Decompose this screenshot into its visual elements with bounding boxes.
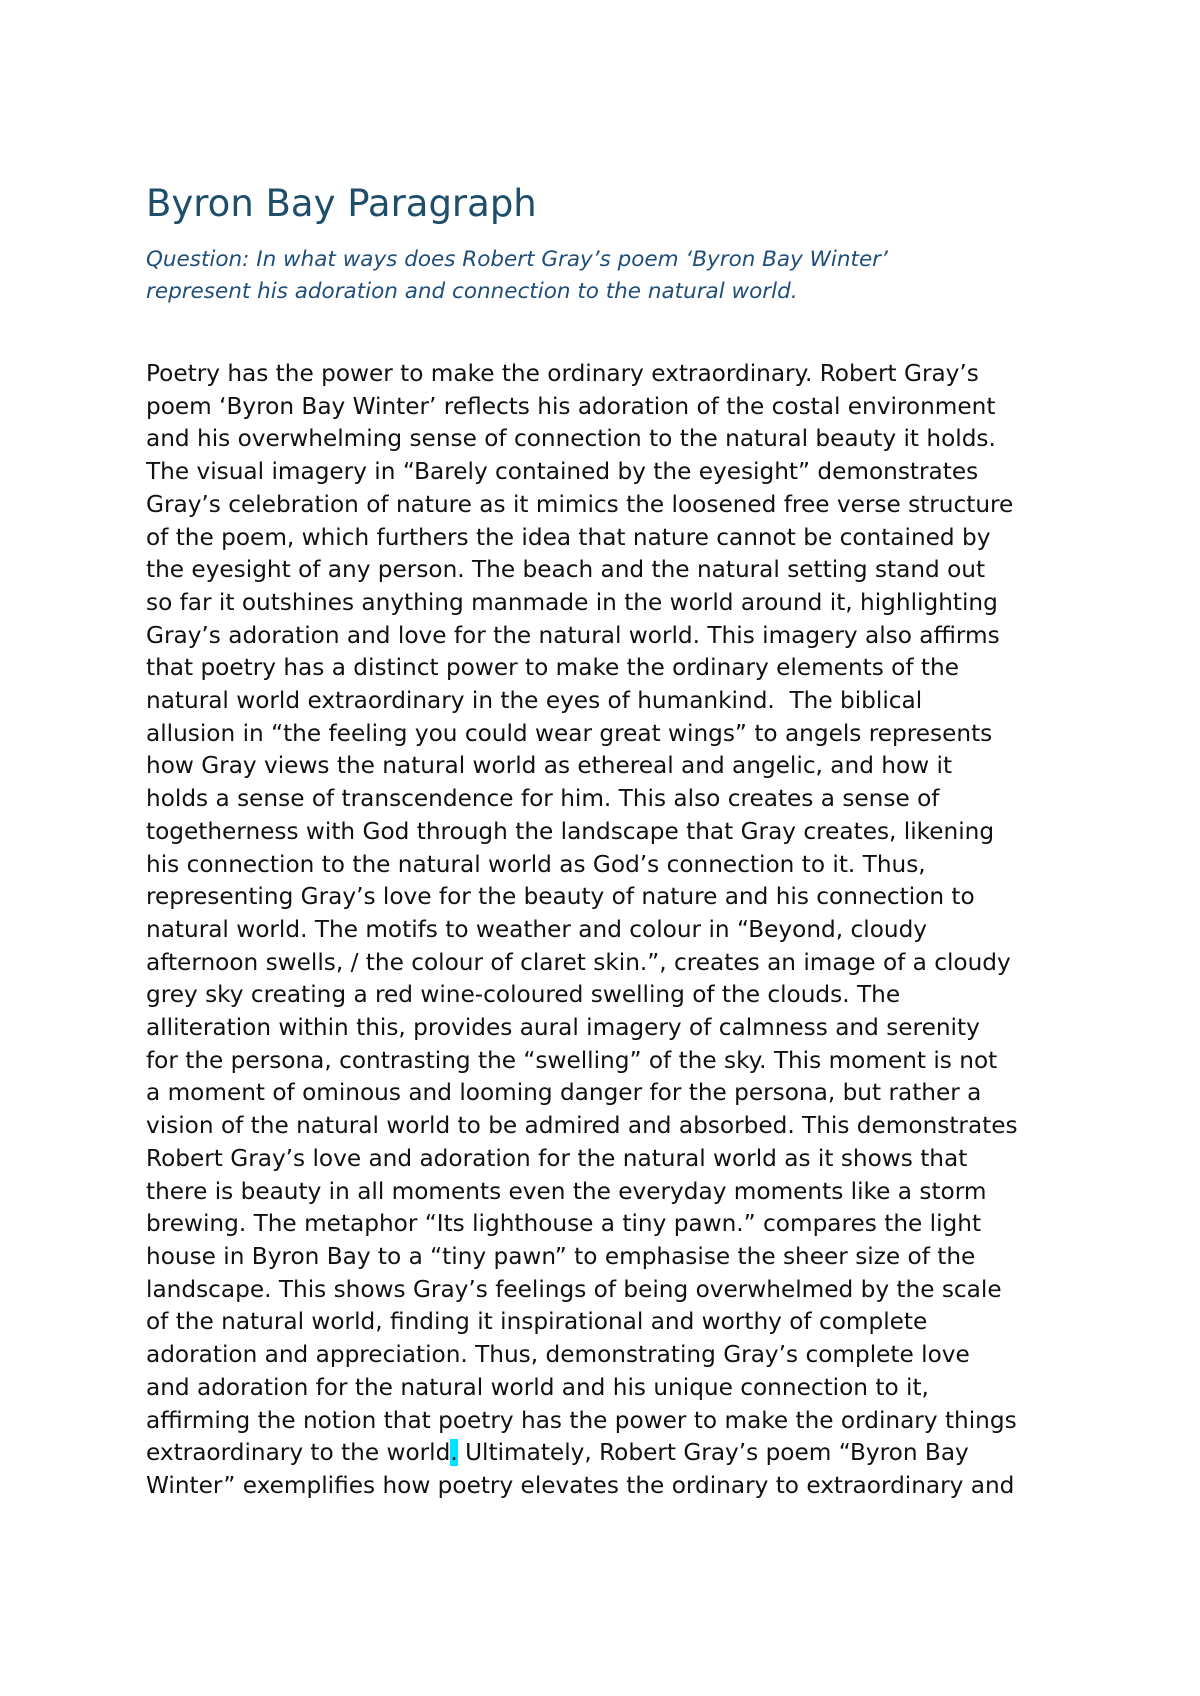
- paragraph-line: the eyesight of any person. The beach and the natural setting stand out: [146, 556, 986, 584]
- paragraph-line: natural world. The motifs to weather and colour in “Beyond, cloudy: [146, 915, 928, 943]
- paragraph-line: of the poem, which furthers the idea that nature cannot be contained by: [146, 523, 991, 551]
- question-line: Question: In what ways does Robert Gray’s poem ‘Byron Bay Winter’: [146, 247, 888, 272]
- question-text: [146, 244, 1076, 308]
- paragraph-line: holds a sense of transcendence for him. This also creates a sense of: [146, 785, 940, 813]
- question-line: represent his adoration and connection to the natural world.: [146, 279, 798, 304]
- paragraph-line: poem ‘Byron Bay Winter’ reflects his adoration of the costal environment: [146, 392, 996, 420]
- paragraph-line: that poetry has a distinct power to make the ordinary elements of the: [146, 654, 959, 682]
- document-content: [146, 178, 1076, 1503]
- paragraph-line: there is beauty in all moments even the everyday moments like a storm: [146, 1177, 987, 1205]
- paragraph-line: Poetry has the power to make the ordinary extraordinary. Robert Gray’s: [146, 360, 979, 387]
- paragraph-line: The visual imagery in “Barely contained by the eyesight” demonstrates: [146, 458, 979, 486]
- paragraph-line: Gray’s celebration of nature as it mimics the loosened free verse structure: [146, 490, 1014, 518]
- paragraph-line: landscape. This shows Gray’s feelings of being overwhelmed by the scale: [146, 1275, 1002, 1303]
- text-before-highlight: extraordinary to the world: [146, 1439, 451, 1467]
- paragraph-line: a moment of ominous and looming danger for the persona, but rather a: [146, 1079, 982, 1107]
- paragraph-line: natural world extraordinary in the eyes of humankind. The biblical: [146, 687, 923, 715]
- paragraph-line: how Gray views the natural world as ethereal and angelic, and how it: [146, 752, 953, 780]
- paragraph-line: so far it outshines anything manmade in the world around it, highlighting: [146, 588, 998, 616]
- document-title: Byron Bay Paragraph: [146, 182, 537, 225]
- paragraph-line: allusion in “the feeling you could wear great wings” to angels represents: [146, 719, 993, 747]
- paragraph-line: afternoon swells, / the colour of claret skin.”, creates an image of a cloudy: [146, 948, 1011, 976]
- paragraph-line: grey sky creating a red wine-coloured swelling of the clouds. The: [146, 981, 901, 1009]
- paragraph-line: of the natural world, finding it inspirational and worthy of complete: [146, 1308, 928, 1336]
- paragraph-line: representing Gray’s love for the beauty of nature and his connection to: [146, 883, 975, 911]
- paragraph-line: vision of the natural world to be admired and absorbed. This demonstrates: [146, 1112, 1018, 1140]
- text-highlight: .: [450, 1439, 458, 1467]
- paragraph-line: his connection to the natural world as God’s connection to it. Thus,: [146, 850, 926, 878]
- text-after-highlight: Ultimately, Robert Gray’s poem “Byron Bay: [457, 1439, 969, 1467]
- paragraph-line: for the persona, contrasting the “swelling” of the sky. This moment is not: [146, 1046, 998, 1074]
- paragraph-line: alliteration within this, provides aural imagery of calmness and serenity: [146, 1014, 980, 1042]
- paragraph-line: adoration and appreciation. Thus, demonstrating Gray’s complete love: [146, 1341, 970, 1369]
- paragraph-line: house in Byron Bay to a “tiny pawn” to emphasise the sheer size of the: [146, 1242, 976, 1270]
- paragraph-line: Gray’s adoration and love for the natural world. This imagery also affirms: [146, 621, 1000, 649]
- paragraph-line: Winter” exemplifies how poetry elevates the ordinary to extraordinary and: [146, 1471, 1015, 1499]
- paragraph-line: and his overwhelming sense of connection to the natural beauty it holds.: [146, 425, 996, 453]
- paragraph-line-highlighted: [146, 1437, 1076, 1470]
- paragraph-line: Robert Gray’s love and adoration for the natural world as it shows that: [146, 1144, 968, 1172]
- paragraph-line: and adoration for the natural world and his unique connection to it,: [146, 1373, 929, 1401]
- body-paragraph: [146, 358, 1076, 1503]
- paragraph-line: affirming the notion that poetry has the power to make the ordinary things: [146, 1406, 1017, 1434]
- paragraph-line: brewing. The metaphor “Its lighthouse a tiny pawn.” compares the light: [146, 1210, 982, 1238]
- paragraph-line: togetherness with God through the landscape that Gray creates, likening: [146, 817, 995, 845]
